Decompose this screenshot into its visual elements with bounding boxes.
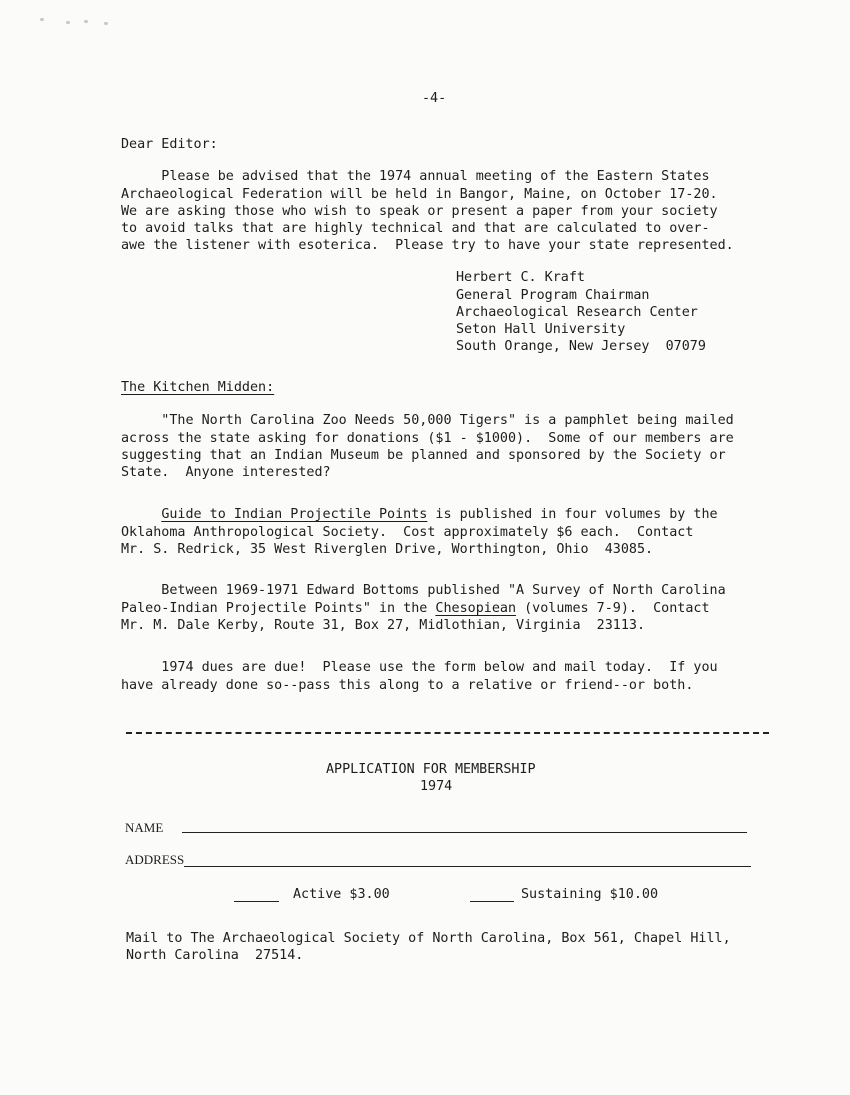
midden-para2-line: Oklahoma Anthropological Society. Cost approximately $6 each. Contact bbox=[121, 525, 694, 540]
letter-body-line: to avoid talks that are highly technical and that are calculated to over- bbox=[121, 221, 710, 236]
letter-body-line: Archaeological Federation will be held in Bangor, Maine, on October 17-20. bbox=[121, 187, 718, 202]
letter-body-line: Please be advised that the 1974 annual meeting of the Eastern States bbox=[121, 169, 710, 184]
address-field[interactable] bbox=[184, 866, 751, 867]
midden-para2-line: Guide to Indian Projectile Points is published in four volumes by the bbox=[161, 507, 718, 522]
signature-org: Archaeological Research Center bbox=[456, 305, 698, 320]
sustaining-label: Sustaining $10.00 bbox=[521, 887, 659, 902]
section-heading: The Kitchen Midden: bbox=[121, 380, 275, 395]
page-number: -4- bbox=[422, 91, 447, 106]
midden-para4-line: 1974 dues are due! Please use the form below and mail today. If you bbox=[121, 660, 718, 675]
midden-para1-line: State. Anyone interested? bbox=[121, 465, 331, 480]
cut-line bbox=[126, 732, 769, 734]
scan-speck bbox=[66, 21, 70, 24]
mail-instructions-line: North Carolina 27514. bbox=[126, 948, 304, 963]
scan-speck bbox=[104, 22, 108, 25]
journal-title: Chesopiean bbox=[435, 601, 517, 616]
letter-salutation: Dear Editor: bbox=[121, 137, 218, 152]
midden-para1-line: across the state asking for donations ($1 - $1000). Some of our members are bbox=[121, 431, 734, 446]
name-label: NAME bbox=[125, 820, 164, 835]
active-checkbox-line[interactable] bbox=[234, 901, 279, 902]
midden-para2-line: Mr. S. Redrick, 35 West Riverglen Drive, Worthington, Ohio 43085. bbox=[121, 542, 654, 557]
midden-para1-line: suggesting that an Indian Museum be planned and sponsored by the Society or bbox=[121, 448, 726, 463]
midden-para4-line: have already done so--pass this along to a relative or friend--or both. bbox=[121, 678, 694, 693]
midden-para3-line: Between 1969-1971 Edward Bottoms published "A Survey of North Carolina bbox=[121, 583, 726, 598]
form-year: 1974 bbox=[420, 779, 453, 794]
scan-speck bbox=[40, 18, 44, 21]
signature-title: General Program Chairman bbox=[456, 288, 650, 303]
scan-speck bbox=[84, 20, 88, 23]
name-field[interactable] bbox=[182, 832, 747, 833]
midden-para3-line: Paleo-Indian Projectile Points" in the Chesopiean (volumes 7-9). Contact bbox=[121, 601, 710, 616]
letter-body-line: We are asking those who wish to speak or present a paper from your society bbox=[121, 204, 718, 219]
letter-body-line: awe the listener with esoterica. Please try to have your state represented. bbox=[121, 238, 734, 253]
active-label: Active $3.00 bbox=[293, 887, 390, 902]
sustaining-checkbox-line[interactable] bbox=[470, 901, 514, 902]
address-label: ADDRESS bbox=[125, 852, 185, 867]
signature-name: Herbert C. Kraft bbox=[456, 270, 585, 285]
signature-address: South Orange, New Jersey 07079 bbox=[456, 339, 706, 354]
mail-instructions-line: Mail to The Archaeological Society of North Carolina, Box 561, Chapel Hill, bbox=[126, 931, 731, 946]
signature-university: Seton Hall University bbox=[456, 322, 626, 337]
midden-para1-line: "The North Carolina Zoo Needs 50,000 Tigers" is a pamphlet being mailed bbox=[121, 413, 734, 428]
form-title: APPLICATION FOR MEMBERSHIP bbox=[326, 762, 536, 777]
book-title: Guide to Indian Projectile Points bbox=[161, 507, 428, 522]
midden-para3-line: Mr. M. Dale Kerby, Route 31, Box 27, Midlothian, Virginia 23113. bbox=[121, 618, 646, 633]
